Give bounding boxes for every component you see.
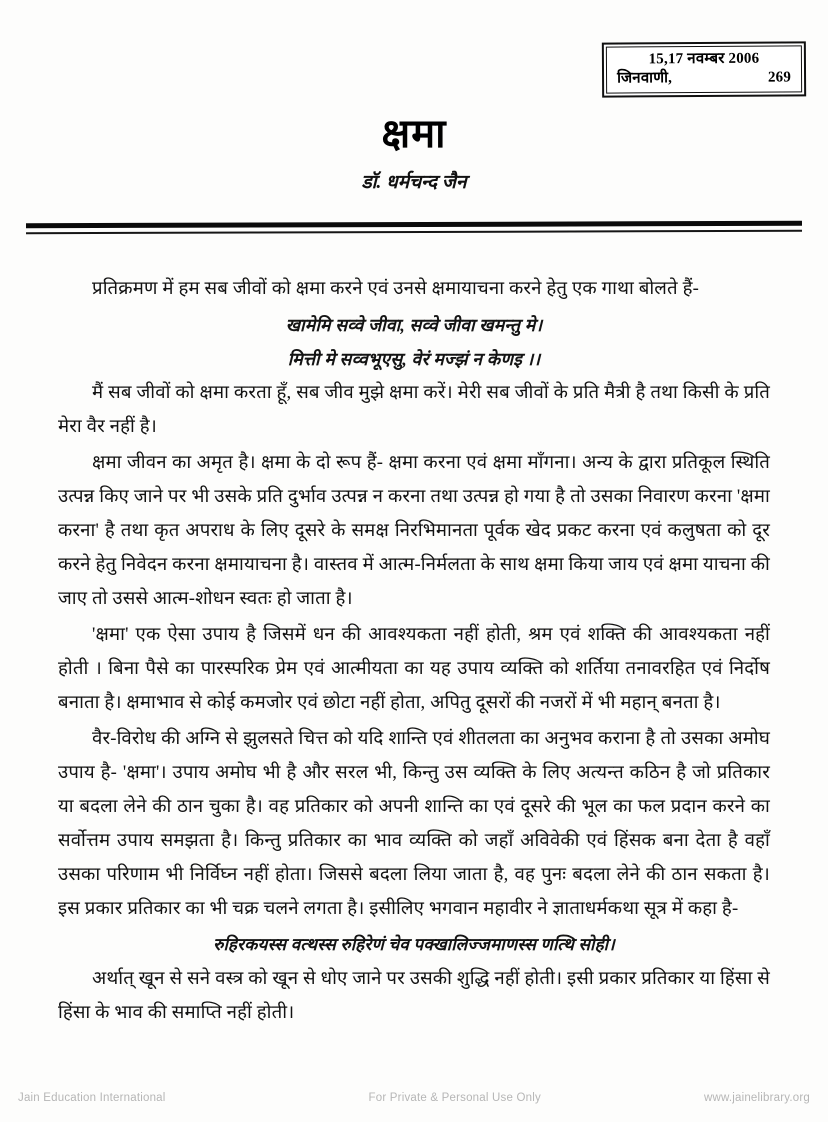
page-number: 269: [767, 69, 792, 86]
paragraph-6: अर्थात् खून से सने वस्त्र को खून से धोए जाने पर उसकी शुद्धि नहीं होती। इसी प्रकार प्रतिकार या हिंसा से हिंसा के भाव की समाप्ति नहीं होती।: [58, 968, 770, 1023]
verse-2: रुहिरकयस्स वत्थस्स रुहिरेणं चेव पक्खालिज्जमाणस्स णत्थि सोही।: [213, 935, 615, 954]
paragraph-5: वैर-विरोध की अग्नि से झुलसते चित्त को यदि शान्ति एवं शीतलता का अनुभव कराना है तो उसका अमोघ उपाय है- 'क्षमा'। उपाय अमोघ भी है और सरल भी, किन्तु उस व्यक्ति के लिए अत्यन्त कठिन है जो प्रतिकार या बदला लेने की ठान चुका है। वह प्रतिकार को अपनी शान्ति का एवं दूसरे की भूल का फल प्रदान करने का सर्वोत्तम उपाय समझता है। किन्तु प्रतिकार का भाव व्यक्ति को जहाँ अविवेकी एवं हिंसक बना देता है वहाँ उसका परिणाम भी निर्विघ्न नहीं होता। जिससे बदला लिया जाता है, वह पुनः बदला लेने की ठान सकता है। इस प्रकार प्रतिकार का भी चक्र चलने लगता है। इसीलिए भगवान महावीर ने ज्ञाताधर्मकथा सूत्र में कहा है-: [58, 728, 770, 919]
footer-right-url: www.jainelibrary.org: [703, 1092, 810, 1104]
divider-thin-rule: [26, 230, 802, 234]
verse-1-line-2: मित्ती मे सव्वभूएसु, वेरं मज्झं न केणइ ।।: [287, 349, 541, 369]
divider-thick-rule: [26, 221, 802, 228]
journal-name: जिनवाणी,: [617, 69, 673, 87]
paragraph-4: 'क्षमा' एक ऐसा उपाय है जिसमें धन की आवश्यकता नहीं होती, श्रम एवं शक्ति की आवश्यकता नहीं होती । बिना पैसे का पारस्परिक प्रेम एवं आत्मीयता का यह उपाय व्यक्ति को शर्तिया तनावरहित एवं निर्दोष बनाता है। क्षमाभाव से कोई कमजोर एवं छोटा नहीं होता, अपितु दूसरों की नजरों में भी महान् बनता है।: [58, 624, 770, 713]
header-divider: [26, 221, 802, 234]
article-body: [58, 272, 770, 1032]
issue-reference-box-inner: [606, 45, 802, 93]
paragraph-3: क्षमा जीवन का अमृत है। क्षमा के दो रूप हैं- क्षमा करना एवं क्षमा माँगना। अन्य के द्वारा प्रतिकूल स्थिति उत्पन्न किए जाने पर भी उसके प्रति दुर्भाव उत्पन्न न करना तथा उत्पन्न हो गया है तो उसका निवारण करना 'क्षमा करना' है तथा कृत अपराध के लिए दूसरे के समक्ष निरभिमानता पूर्वक खेद प्रकट करना एवं कलुषता को दूर करने हेतु निवेदन करना क्षमायाचना है। वास्तव में आत्म-निर्मलता के साथ क्षमा किया जाय एवं क्षमा याचना की जाए तो उससे आत्म-शोधन स्वतः हो जाता है।: [58, 452, 770, 609]
footer-left-text: Jain Education International: [18, 1092, 166, 1104]
issue-date: 15,17 नवम्बर 2006: [648, 50, 760, 68]
page-footer: [18, 1092, 810, 1104]
footer-center-text: For Private & Personal Use Only: [368, 1092, 541, 1104]
page-title: क्षमा: [381, 111, 447, 156]
journal-and-page: [615, 68, 793, 88]
author-byline: डॉ. धर्मचन्द जैन: [361, 172, 467, 193]
paragraph-1: प्रतिक्रमण में हम सब जीवों को क्षमा करने एवं उनसे क्षमायाचना करने हेतु एक गाथा बोलते हैं-: [92, 278, 699, 299]
issue-reference-box: [602, 41, 806, 97]
verse-1-line-1: खामेमि सव्वे जीवा, सव्वे जीवा खमन्तु मे।: [285, 315, 543, 335]
paragraph-2: मैं सब जीवों को क्षमा करता हूँ, सब जीव मुझे क्षमा करें। मेरी सब जीवों के प्रति मैत्री है तथा किसी के प्रति मेरा वैर नहीं है।: [58, 382, 770, 437]
